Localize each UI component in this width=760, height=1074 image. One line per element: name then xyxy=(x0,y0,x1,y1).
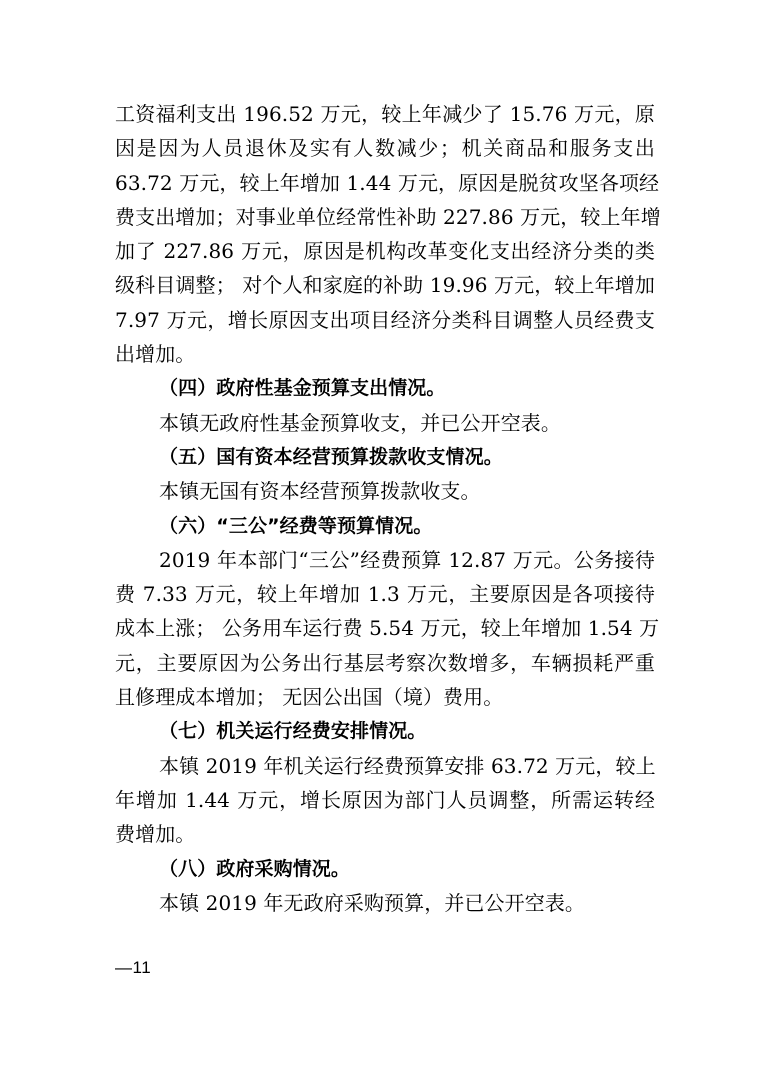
paragraph-three-public xyxy=(115,543,660,714)
section-heading-operating-costs: （七）机关运行经费安排情况。 xyxy=(159,720,427,743)
text-line: 7.97 万元，增长原因支出项目经济分类科目调整人员经费支 xyxy=(115,307,655,332)
text-line: 2019 年本部门“三公”经费预算 12.87 万元。公务接待 xyxy=(159,547,655,572)
text-line: 费支出增加；对事业单位经常性补助 227.86 万元，较上年增 xyxy=(115,204,661,229)
paragraph-government-fund: 本镇无政府性基金预算收支，并已公开空表。 xyxy=(159,410,561,435)
text-line: 工资福利支出 196.52 万元，较上年减少了 15.76 万元，原 xyxy=(115,102,655,126)
paragraph-operating-costs xyxy=(115,749,655,852)
text-line: 级科目调整； 对个人和家庭的补助 19.96 万元，较上年增加 xyxy=(115,273,655,298)
text-line: 且修理成本增加； 无因公出国（境）费用。 xyxy=(115,685,504,710)
section-heading-three-public: （六）“三公”经费等预算情况。 xyxy=(159,514,433,537)
text-line: 元，主要原因为公务出行基层考察次数增多，车辆损耗严重 xyxy=(115,650,655,675)
text-line: 出增加。 xyxy=(115,342,196,367)
section-heading-state-capital: （五）国有资本经营预算拨款收支情况。 xyxy=(159,445,503,468)
text-line: 加了 227.86 万元，原因是机构改革变化支出经济分类的类 xyxy=(115,239,655,264)
section-heading-procurement: （八）政府采购情况。 xyxy=(159,857,351,880)
paragraph-procurement: 本镇 2019 年无政府采购预算，并已公开空表。 xyxy=(159,890,586,915)
text-line: 本镇 2019 年机关运行经费预算安排 63.72 万元，较上 xyxy=(159,753,656,778)
text-line: 年增加 1.44 万元，增长原因为部门人员调整，所需运转经 xyxy=(115,787,655,812)
paragraph-state-capital: 本镇无国有资本经营预算拨款收支。 xyxy=(159,479,481,504)
page-number: —11 xyxy=(115,958,152,977)
paragraph-expenditure-breakdown xyxy=(115,97,661,371)
document-body xyxy=(115,97,661,920)
section-heading-government-fund: （四）政府性基金预算支出情况。 xyxy=(159,377,446,400)
text-line: 成本上涨； 公务用车运行费 5.54 万元，较上年增加 1.54 万 xyxy=(115,616,660,641)
text-line: 费 7.33 万元，较上年增加 1.3 万元，主要原因是各项接待 xyxy=(115,582,655,607)
text-line: 因是因为人员退休及实有人数减少；机关商品和服务支出 xyxy=(115,136,655,161)
text-line: 63.72 万元，较上年增加 1.44 万元，原因是脱贫攻坚各项经 xyxy=(115,170,660,195)
text-line: 费增加。 xyxy=(115,822,196,847)
